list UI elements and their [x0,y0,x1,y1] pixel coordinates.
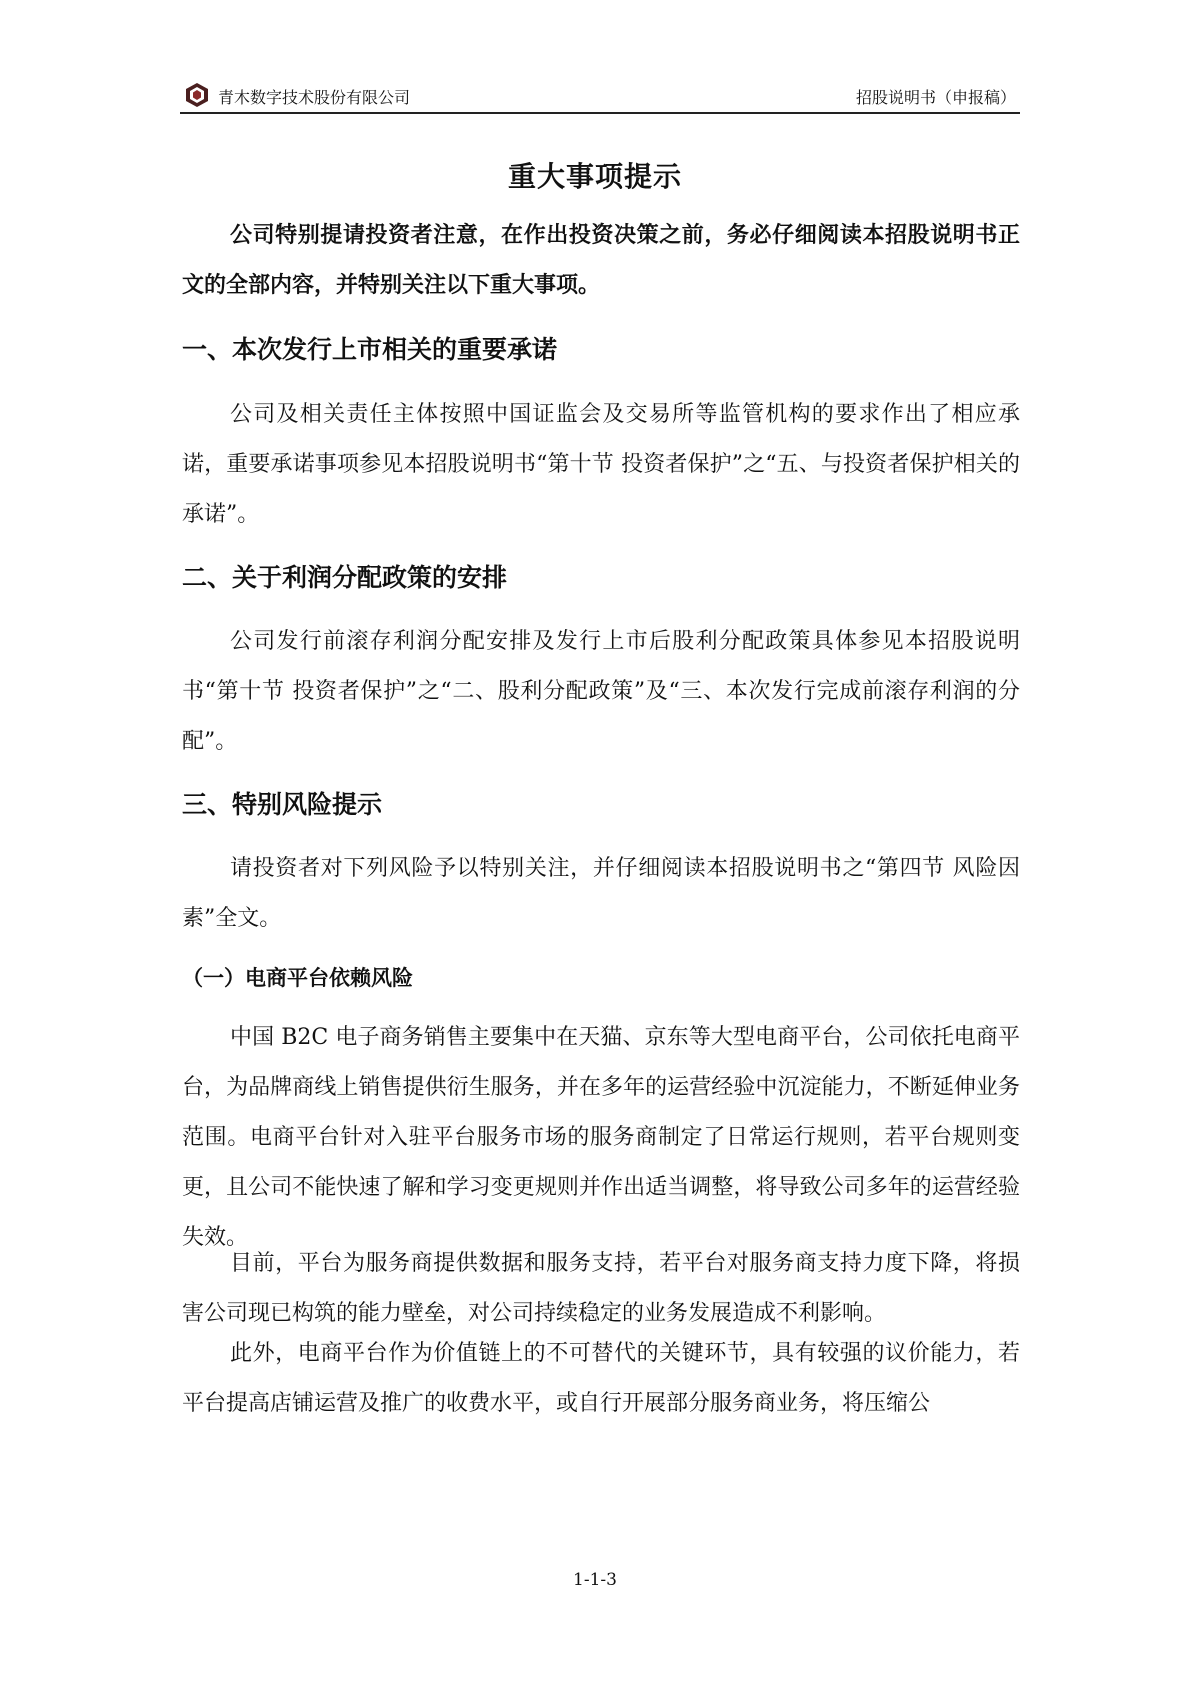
header-document-type: 招股说明书（申报稿） [855,88,1016,107]
header-divider [180,112,1020,114]
risk-paragraph-3: 此外，电商平台作为价值链上的不可替代的关键环节，具有较强的议价能力，若平台提高店铺运营及推广的收费水平，或自行开展部分服务商业务，将压缩公 [182,1341,1020,1416]
company-logo-icon [184,82,210,108]
section-paragraph-3: 请投资者对下列风险予以特别关注，并仔细阅读本招股说明书之“第四节 风险因素”全文。 [182,856,1020,931]
section-paragraph-1: 公司及相关责任主体按照中国证监会及交易所等监管机构的要求作出了相应承诺，重要承诺事项参见本招股说明书“第十节 投资者保护”之“五、与投资者保护相关的承诺”。 [182,402,1020,527]
subsection-heading: （一）电商平台依赖风险 [182,966,413,990]
risk-paragraph-1: 中国 B2C 电子商务销售主要集中在天猫、京东等大型电商平台，公司依托电商平台，为品牌商线上销售提供衍生服务，并在多年的运营经验中沉淀能力，不断延伸业务范围。电商平台针对入驻平台服务市场的服务商制定了日常运行规则，若平台规则变更，且公司不能快速了解和学习变更规则并作出适当调整，将导致公司多年的运营经验失效。 [182,1025,1020,1250]
section-heading-3: 三、特别风险提示 [182,790,383,819]
section-heading-1: 一、本次发行上市相关的重要承诺 [182,335,558,364]
header-company-name: 青木数字技术股份有限公司 [218,88,411,107]
page-number: 1-1-3 [573,1570,617,1590]
risk-paragraph-2: 目前，平台为服务商提供数据和服务支持，若平台对服务商支持力度下降，将损害公司现已构筑的能力壁垒，对公司持续稳定的业务发展造成不利影响。 [182,1251,1020,1326]
page-title: 重大事项提示 [507,160,682,193]
section-paragraph-2: 公司发行前滚存利润分配安排及发行上市后股利分配政策具体参见本招股说明书“第十节 投资者保护”之“二、股利分配政策”及“三、本次发行完成前滚存利润的分配”。 [182,629,1020,754]
page-header [180,82,1020,112]
intro-paragraph: 公司特别提请投资者注意，在作出投资决策之前，务必仔细阅读本招股说明书正文的全部内容，并特别关注以下重大事项。 [182,222,1020,298]
section-heading-2: 二、关于利润分配政策的安排 [182,563,508,592]
